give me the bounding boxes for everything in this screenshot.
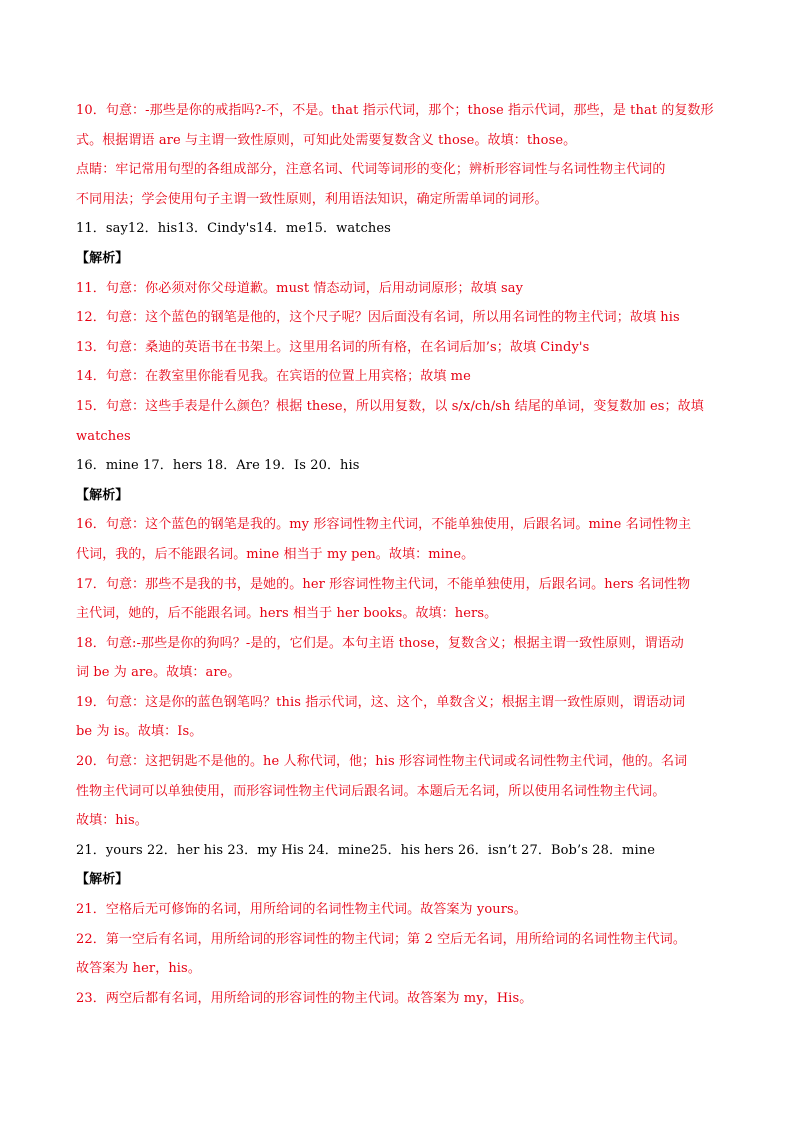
text-line: 16．mine 17．hers 18．Are 19．Is 20．his	[76, 458, 360, 474]
text-line: 18．句意:-那些是你的狗吗？-是的，它们是。本句主语 those，复数含义；根据主谓一致性原则，谓语动	[76, 635, 684, 651]
text-line: 13．句意：桑迪的英语书在书架上。这里用名词的所有格，在名词后加’s；故填 Cindy's	[76, 339, 590, 355]
section-heading: 【解析】	[76, 487, 129, 503]
text-line: 14．句意：在教室里你能看见我。在宾语的位置上用宾格；故填 me	[76, 369, 471, 385]
text-line: 12．句意：这个蓝色的钢笔是他的，这个尺子呢？因后面没有名词，所以用名词性的物主代词；故填 his	[76, 310, 680, 326]
text-line: 式。根据谓语 are 与主谓一致性原则，可知此处需要复数含义 those。故填：those。	[76, 132, 577, 148]
text-line: 19．句意：这是你的蓝色钢笔吗？this 指示代词，这、这个，单数含义；根据主谓一致性原则，谓语动词	[76, 694, 686, 710]
text-line: 11．say12．his13．Cindy's14．me15．watches	[76, 221, 391, 237]
text-line: 16．句意：这个蓝色的钢笔是我的。my 形容词性物主代词，不能单独使用，后跟名词。mine 名词性物主	[76, 517, 692, 533]
text-line: 21．空格后无可修饰的名词，用所给词的名词性物主代词。故答案为 yours。	[76, 902, 527, 918]
text-line: 15．句意：这些手表是什么颜色？根据 these，所以用复数，以 s/x/ch/sh 结尾的单词，变复数加 es；故填	[76, 398, 704, 414]
text-line: 17．句意：那些不是我的书，是她的。her 形容词性物主代词，不能单独使用，后跟名词。hers 名词性物	[76, 576, 691, 592]
text-line: 代词，我的，后不能跟名词。mine 相当于 my pen。故填：mine。	[76, 546, 475, 562]
text-line: be 为 is。故填：Is。	[76, 724, 203, 740]
text-line: 故填：his。	[76, 813, 148, 829]
text-line: 故答案为 her，his。	[76, 961, 201, 977]
answer-content	[76, 96, 726, 1013]
text-line: 21．yours 22．her his 23．my His 24．mine25．his hers 26．isn’t 27．Bob’s 28．mine	[76, 842, 655, 858]
text-line: watches	[76, 428, 131, 444]
text-line: 点睛：牢记常用句型的各组成部分，注意名词、代词等词形的变化；辨析形容词性与名词性物主代词的	[76, 162, 666, 178]
section-heading: 【解析】	[76, 872, 129, 888]
text-line: 23．两空后都有名词，用所给词的形容词性的物主代词。故答案为 my，His。	[76, 990, 533, 1006]
text-line: 性物主代词可以单独使用，而形容词性物主代词后跟名词。本题后无名词，所以使用名词性物主代词。	[76, 783, 666, 799]
text-line: 不同用法；学会使用句子主谓一致性原则，利用语法知识，确定所需单词的词形。	[76, 191, 548, 207]
text-line: 主代词，她的，后不能跟名词。hers 相当于 her books。故填：hers。	[76, 606, 498, 622]
text-line: 11．句意：你必须对你父母道歉。must 情态动词，后用动词原形；故填 say	[76, 280, 524, 296]
text-line: 10．句意：-那些是你的戒指吗?-不，不是。that 指示代词，那个；those 指示代词，那些，是 that 的复数形	[76, 103, 714, 118]
text-line: 词 be 为 are。故填：are。	[76, 665, 241, 681]
text-line: 20．句意：这把钥匙不是他的。he 人称代词，他；his 形容词性物主代词或名词性物主代词，他的。名词	[76, 754, 688, 770]
section-heading: 【解析】	[76, 250, 129, 266]
text-line: 22．第一空后有名词，用所给词的形容词性的物主代词；第 2 空后无名词，用所给词的名词性物主代词。	[76, 931, 686, 947]
